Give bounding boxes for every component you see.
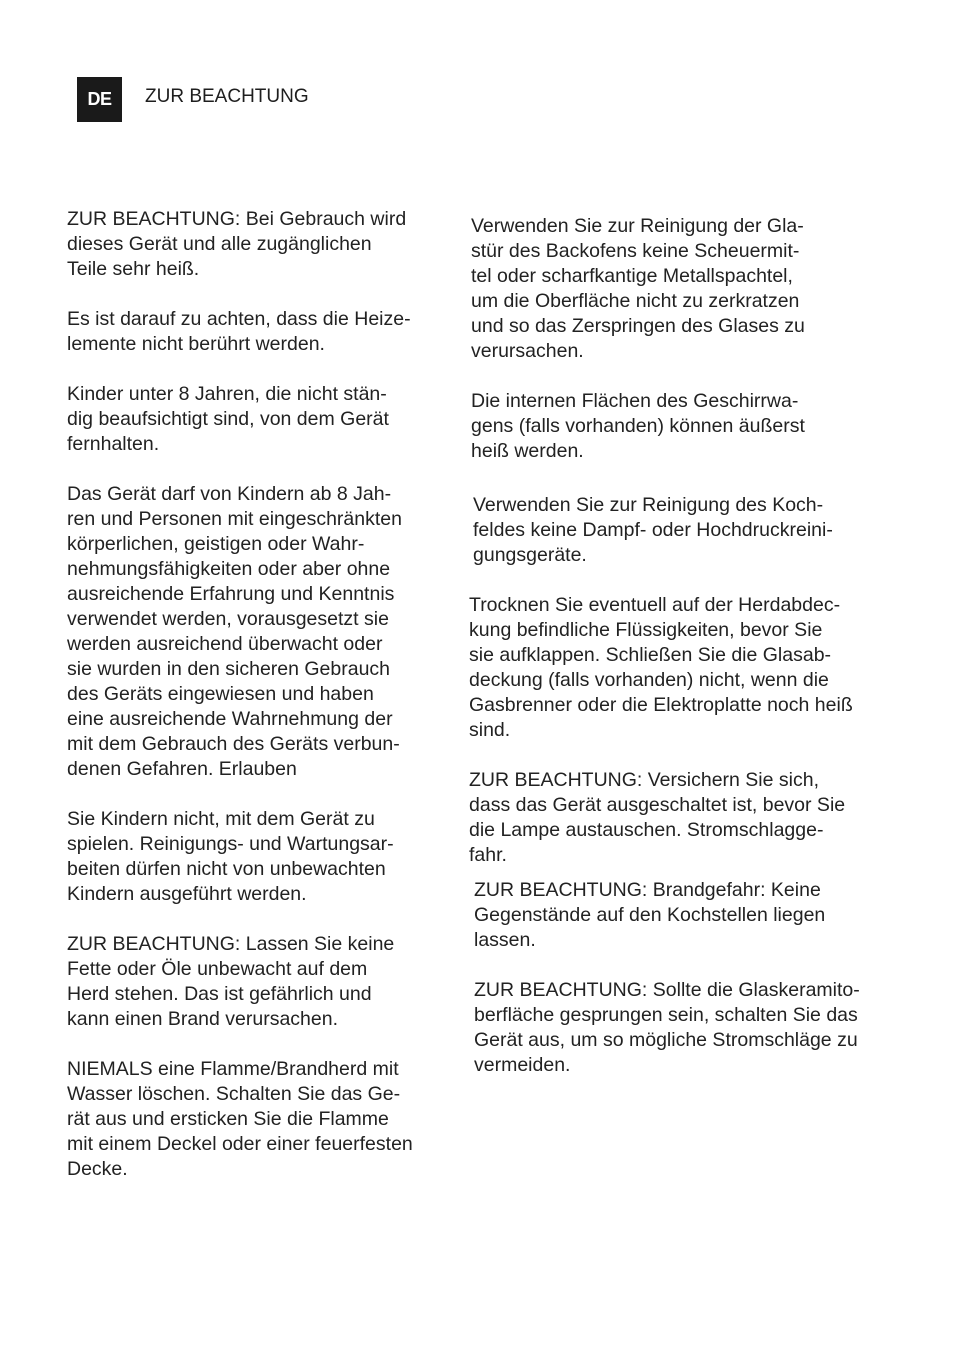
warning-lamp-replacement: ZUR BEACHTUNG: Versichern Sie sich, dass das Gerät ausgeschaltet ist, bevor Sie die Lampe austauschen. Stromschlagge- fahr. [469,769,846,866]
note-internal-surfaces: Die internen Flächen des Geschirrwa- gens (falls vorhanden) können äußerst heiß werden. [471,390,805,462]
language-badge: DE [77,77,122,122]
page-header-title: ZUR BEACHTUNG [145,86,309,107]
warning-children-use: Das Gerät darf von Kindern ab 8 Jah- ren und Personen mit eingeschränkten körperlichen, geistigen oder Wahr- nehmungsfähigkeiten oder aber ohne ausreichende Erfahrung und Kenntnis verwendet werden, vorausgesetzt sie werden ausreichend überwacht oder sie wurden in den sicheren Gebrauch des Geräts eingewiesen und haben eine ausreichende Wahrnehmung der mit dem Gebrauch des Geräts verbun- denen Gefahren. Erlauben [67,483,402,780]
note-glass-lid: Trocknen Sie eventuell auf der Herdabdec- kung befindliche Flüssigkeiten, bevor Sie sie aufklappen. Schließen Sie die Glasab- deckung (falls vorhanden) nicht, wenn die Gasbrenner oder die Elektroplatte noch heiß sind. [469,594,853,741]
note-glass-door-cleaning: Verwenden Sie zur Reinigung der Gla- stür des Backofens keine Scheuermit- tel oder scharfkantige Metallspachtel, um die Oberfläche nicht zu zerkratzen und so das Zerspringen des Glases zu verursachen. [471,215,805,362]
warning-hot-parts: ZUR BEACHTUNG: Bei Gebrauch wird dieses Gerät und alle zugänglichen Teile sehr heiß. [67,208,407,280]
warning-cracked-ceramic: ZUR BEACHTUNG: Sollte die Glaskeramito- berfläche gesprungen sein, schalten Sie das Gerät aus, um so mögliche Stromschläge zu vermeiden. [474,979,860,1076]
warning-fat-oil: ZUR BEACHTUNG: Lassen Sie keine Fette oder Öle unbewacht auf dem Herd stehen. Das ist gefährlich und kann einen Brand verursachen. [67,933,395,1030]
note-steam-cleaners: Verwenden Sie zur Reinigung des Koch- feldes keine Dampf- oder Hochdruckreini- gungsgeräte. [473,494,833,566]
warning-fire-hazard: ZUR BEACHTUNG: Brandgefahr: Keine Gegenstände auf den Kochstellen liegen lassen. [474,879,826,951]
warning-heating-elements: Es ist darauf zu achten, dass die Heize- lemente nicht berührt werden. [67,308,411,355]
warning-fire-water: NIEMALS eine Flamme/Brandherd mit Wasser löschen. Schalten Sie das Ge- rät aus und ersticken Sie die Flamme mit einem Deckel oder einer feuerfesten Decke. [67,1058,413,1180]
warning-children-play: Sie Kindern nicht, mit dem Gerät zu spielen. Reinigungs- und Wartungsar- beiten dürfen nicht von unbewachten Kindern ausgeführt werden. [67,808,394,905]
warning-children-under-8: Kinder unter 8 Jahren, die nicht stän- dig beaufsichtigt sind, von dem Gerät fernhalten. [67,383,389,455]
